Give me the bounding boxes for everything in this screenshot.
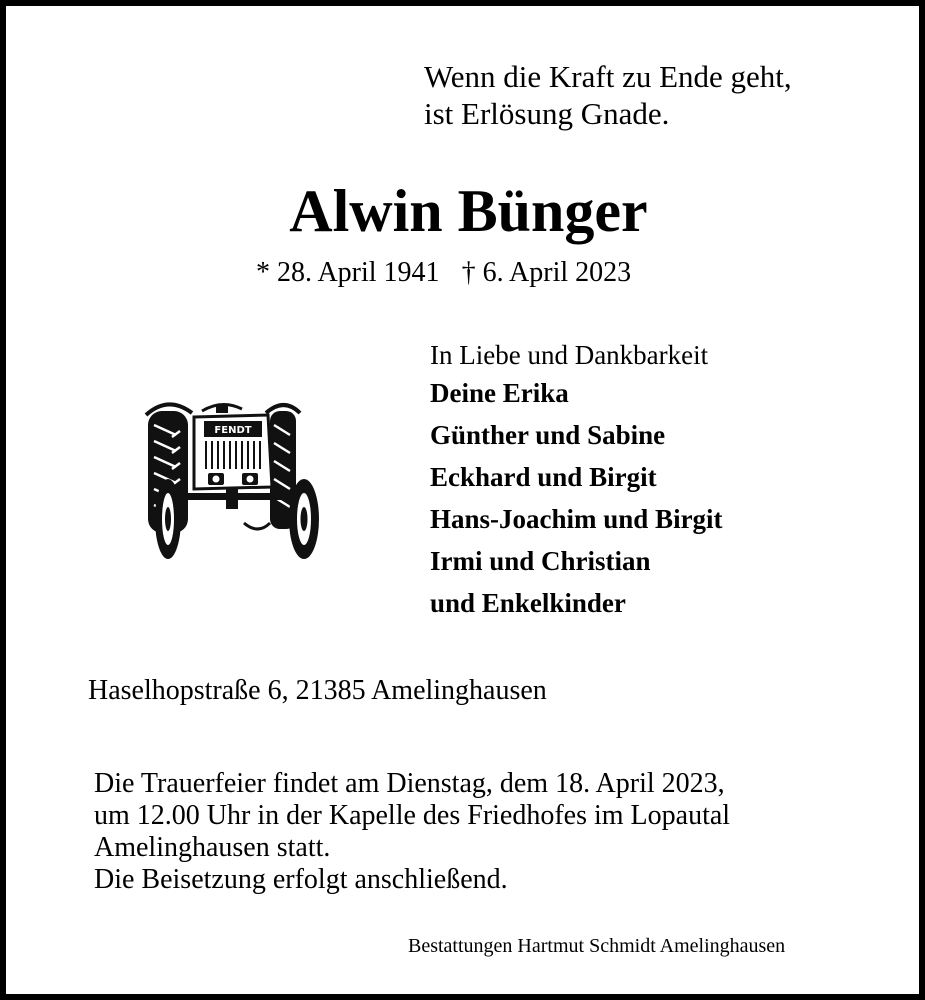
motto xyxy=(424,58,792,132)
undertaker-credit: Bestattungen Hartmut Schmidt Amelinghausen xyxy=(408,935,786,957)
front-left-wheel xyxy=(155,479,181,559)
tractor-hood xyxy=(194,415,272,489)
birth-date: * 28. April 1941 xyxy=(256,257,440,288)
funeral-info-line: Amelinghausen statt. xyxy=(94,832,331,863)
brand-text: FENDT xyxy=(214,425,252,436)
family-address: Haselhopstraße 6, 21385 Amelinghausen xyxy=(88,675,547,706)
funeral-info-line: Die Trauerfeier findet am Dienstag, dem 18. April 2023, xyxy=(94,768,725,799)
mourner-name: Eckhard und Birgit xyxy=(430,462,657,492)
mourner-name: Irmi und Christian xyxy=(430,546,651,576)
mourners-block xyxy=(430,338,723,624)
life-dates xyxy=(256,256,631,290)
motto-line: ist Erlösung Gnade. xyxy=(424,96,670,131)
funeral-info-line: um 12.00 Uhr in der Kapelle des Friedhofes im Lopautal xyxy=(94,800,731,831)
deceased-name: Alwin Bünger xyxy=(289,178,648,244)
funeral-info xyxy=(94,768,730,896)
mourners-intro: In Liebe und Dankbarkeit xyxy=(430,340,709,370)
death-date: † 6. April 2023 xyxy=(461,257,632,288)
mourner-name: Günther und Sabine xyxy=(430,420,666,450)
funeral-info-line: Die Beisetzung erfolgt anschließend. xyxy=(94,864,508,895)
tractor-icon xyxy=(144,391,326,566)
motto-line: Wenn die Kraft zu Ende geht, xyxy=(424,59,792,94)
mourner-name: Hans-Joachim und Birgit xyxy=(430,504,723,534)
front-right-wheel xyxy=(289,479,319,559)
mourner-name: und Enkelkinder xyxy=(430,588,626,618)
mourner-name: Deine Erika xyxy=(430,378,569,408)
